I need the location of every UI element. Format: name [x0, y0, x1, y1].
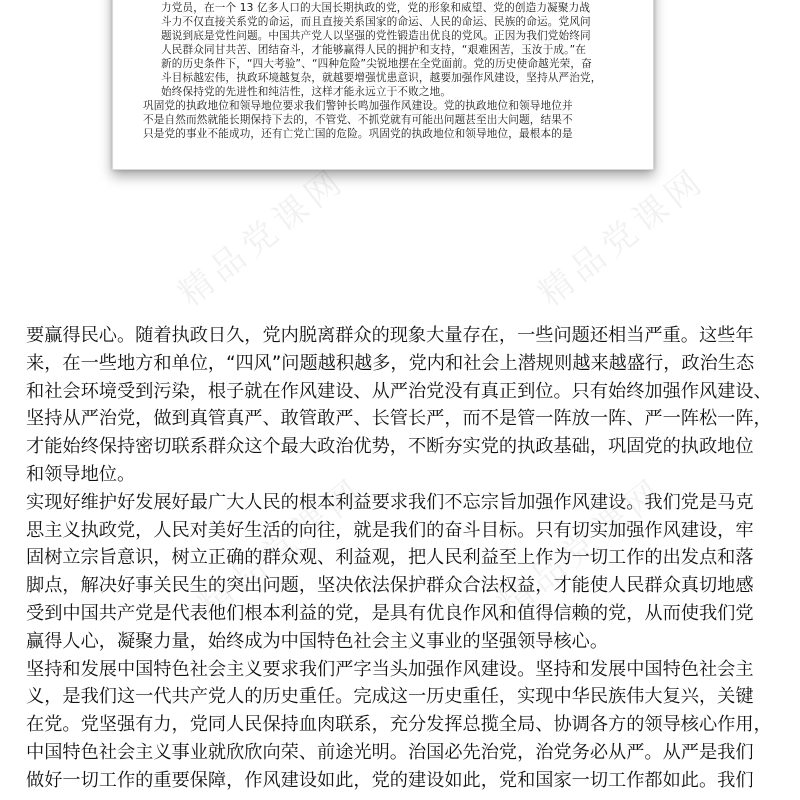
card-text-line: 斗目标越宏伟，执政环境越复杂，就越要增强忧患意识，越要加强作风建设，坚持从严治党，	[161, 72, 602, 84]
body-text-line: 固树立宗旨意识，树立正确的群众观、利益观，把人民利益至上作为一切工作的出发点和落	[26, 547, 754, 569]
body-text-line: 和社会环境受到污染，根子就在作风建设、从严治党没有真正到位。只有始终加强作风建设、	[26, 380, 772, 402]
card-text-line: 巩固党的执政地位和领导地位要求我们警钟长鸣加强作风建设。党的执政地位和领导地位并	[143, 100, 573, 112]
body-text-line: 要赢得民心。随着执政日久，党内脱离群众的现象大量存在，一些问题还相当严重。这些年	[26, 325, 754, 346]
card-text-line: 人民群众同甘共苦、团结奋斗，才能够赢得人民的拥护和支持，“艰难困苦，玉汝于成。”在	[161, 44, 586, 56]
body-text-line: 脚点，解决好事关民生的突出问题，坚决依法保护群众合法权益，才能使人民群众真切地感	[26, 575, 754, 597]
card-text-line: 斗力不仅直接关系党的命运，而且直接关系国家的命运、人民的命运、民族的命运。党风问	[161, 16, 591, 28]
body-text-line: 思主义执政党，人民对美好生活的向往，就是我们的奋斗目标。只有切实加强作风建设，牢	[26, 519, 754, 541]
card-text-line: 新的历史条件下，“四大考验”、“四种危险”尖锐地摆在全党面前。党的历史使命越光荣，奋	[161, 58, 592, 70]
body-text-line: 来，在一些地方和单位，“四风”问题越积越多，党内和社会上潜规则越来越盛行，政治生态	[26, 352, 755, 374]
body-text-line: 坚持从严治党，做到真管真严、敢管敢严、长管长严，而不是管一阵放一阵、严一阵松一阵，	[26, 408, 772, 430]
body-text-line: 受到中国共产党是代表他们根本利益的党，是具有优良作风和值得信赖的党，从而使我们党	[26, 603, 754, 624]
body-text-line: 在党。党坚强有力，党同人民保持血肉联系，充分发挥总揽全局、协调各方的领导核心作用，	[26, 714, 772, 736]
card-text-line: 始终保持党的先进性和纯洁性，这样才能永远立于不败之地。	[161, 86, 452, 98]
watermark-text: 精品党课网	[491, 469, 674, 625]
body-text-line: 中国特色社会主义事业就欣欣向荣、前途光明。治国必先治党，治党务必从严。从严是我们	[26, 742, 754, 763]
body-text-line: 和领导地位。	[26, 464, 136, 485]
body-text-line: 才能始终保持密切联系群众这个最大政治优势，不断夯实党的执政基础，巩固党的执政地位	[26, 436, 754, 458]
watermark-text: 精品党课网	[191, 469, 374, 625]
document-preview-card	[112, 0, 654, 170]
body-text-line: 坚持和发展中国特色社会主义要求我们严字当头加强作风建设。坚持和发展中国特色社会主	[26, 658, 754, 680]
card-text-line: 题说到底是党性问题。中国共产党人以坚强的党性锻造出优良的党风。正因为我们党始终同	[161, 30, 591, 42]
watermark-text: 精品党课网	[171, 159, 354, 315]
card-text-line: 不是自然而然就能长期保持下去的，不管党、不抓党就有可能出问题甚至出大问题，结果不	[143, 114, 573, 126]
body-text-line: 义，是我们这一代共产党人的历史重任。完成这一历史重任，实现中华民族伟大复兴，关键	[26, 686, 754, 708]
body-text-line: 做好一切工作的重要保障，作风建设如此，党的建设如此，党和国家一切工作都如此。我们	[26, 769, 754, 791]
body-text-line: 赢得人心，凝聚力量，始终成为中国特色社会主义事业的坚强领导核心。	[26, 630, 609, 652]
card-text-line: 只是党的事业不能成功，还有亡党亡国的危险。巩固党的执政地位和领导地位，最根本的是	[143, 128, 573, 140]
card-text-line: 力党员，在一个 13 亿多人口的大国长期执政的党，党的形象和威望、党的创造力凝聚力战	[161, 2, 591, 14]
body-text-line: 实现好维护好发展好最广大人民的根本利益要求我们不忘宗旨加强作风建设。我们党是马克	[26, 491, 754, 513]
watermark-text: 精品党课网	[531, 159, 714, 315]
